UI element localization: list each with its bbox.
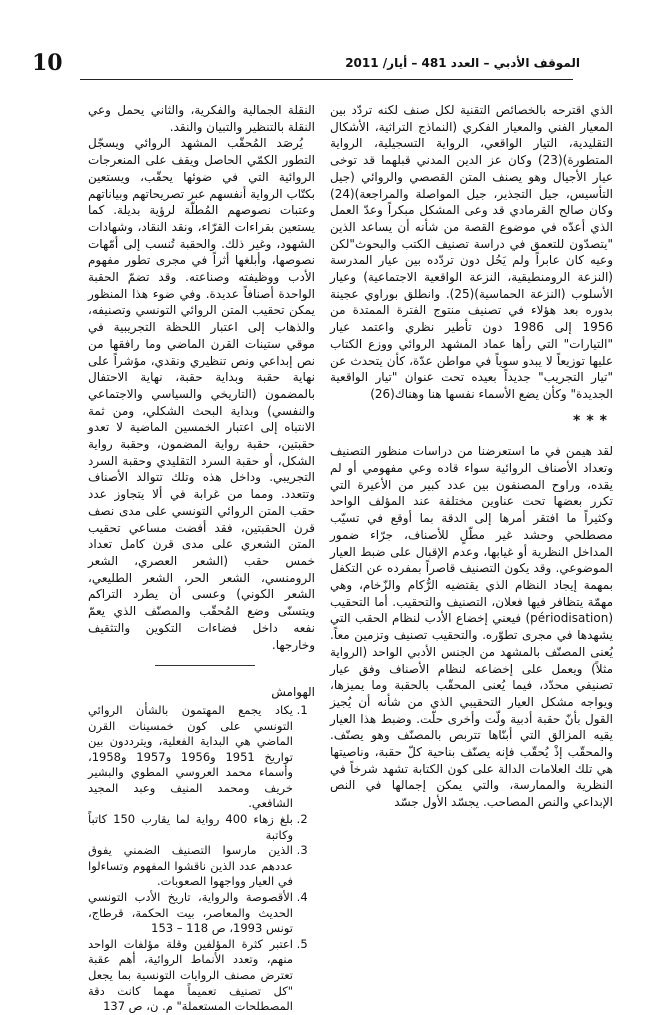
footnotes-list <box>88 703 315 1015</box>
footnote-1: 1. يكاد يجمع المهتمون بالشأن الروائي التونسي على كون خمسينات القرن الماضي هي البداية الفعلية، ويترددون بين تواريخ 1951 و1956 و1957 و1958، وأسماء محمد العروسي المطوي والبشير خريف ومحمد المنيف وعبد المجيد الشافعي. <box>88 703 293 812</box>
left-paragraph-2: يُرصَد المُحقّب المشهد الروائي ويسجّل التطور الكمّي الحاصل ويقف على المنعرجات الروائية التي في ضوئها يحقّب، ويستعين بكتّاب الرواية أنفسهم عبر تصريحاتهم وبياناتهم وعتبات نصوصهم المُطلّة لرؤية بديلة. كما يستعين بقراءات القرّاء، ونقد النقاد، وشهادات الشهود، وغير ذلك. والحقبة تُنسب إلى أمّهات نصوصها، وأبلغها أثراً في مجرى تطور مفهوم الأدب ووظيفته وصناعته. وقد تضمّ الحقبة الواحدة أصنافاً عديدة. وفي ضوء هذا المنظور يمكن تحقيب المتن الروائي التونسي وتصنيفه، والذهاب إلى اعتبار اللحظة التجريبية في موقي ستينات القرن الماضي وما رافقها من نص إبداعي ونص تنظيري ونقدي، مؤشراً على نهاية حقبة وبداية حقبة، نهاية الاحتفال بالمضمون (التاريخي والسياسي والاجتماعي والنفسي) وبداية البحث الشكلي، ومن ثمة الانتباه إلى اعتبار الخمسين الماضية لا تعدو حقبتين، حقبة رواية المضمون، وحقبة رواية الشكل، أو حقبة السرد التقليدي وحقبة السرد التجريبي. وداخل هذه وتلك تتوالد الأصناف وتتعدد. ومما من غرابة في ألا يتجاوز عدد حقب المتن الروائي التونسي على مدى نصف قرن الحقبتين، فقد أفضت مساعي تحقيب المتن الشعري على مدى قرن كامل تعداد خمس حقب (الشعر العصري، الشعر الرومنسي، الشعر الحر، الشعر الطليعي، الشعر الكوني) وعسى أن يطرد التراكم ويتسنّى وضع المُحقّب والمصنّف الذي يعمّ نفعه داخل فضاءات التكوين والتثقيف وخارجها. <box>88 136 315 652</box>
left-column <box>88 102 315 1015</box>
footnote-4: 4. الأقصوصة والرواية، تاريخ الأدب التونسي الحديث والمعاصر، بيت الحكمة، قرطاج، تونس 1993، ص 118 – 153 <box>88 890 293 937</box>
right-paragraph-2: لقد هيمن في ما استعرضنا من دراسات منظور التصنيف وتعداد الأصناف الروائية سواء قاده وعي مفهومي أو لم يقده، وراوح المصنفون بين عدد كبير من الأعيرة التي تكرر بعضها تحت عناوين مختلفة عند المؤلف الواحد وكثيراً ما افتقر أمرها إلى الدقة بما أوقع في تسيّب مصطلحي وحشد غير مطّلٍ للأصناف، جرّاء ضمور المداخل النظرية أو غيابها، وعدم الإقبال على ضبط العيار الموضوعي. وقد يكون التصنيف قاصراً بمفرده عن التكفل بمهمة إيجاد النظام الذي يقتضيه الرُّكام والزّخام، وهي مهمّة يتظافر فيها فعلان، التصنيف والتحقيب. أما التحقيب (périodisation) فيعني إخضاع الأدب لنظام الحقب التي يشهدها في مجرى تطوّره. والتحقيب تصنيف وتزمين معاً. يُعنى المصنّف بالمشهد من الجنس الأدبي الواحد (الرواية مثلاً) ويعمل على إخضاعه لنظام الأصناف وفق عيار تصنيفي محدّد، فيما يُعنى المحقّب بالحقبة وما يميزها، ويواجه مشكل العيار التحقيبي الذي من شأنه أن يُجيز القول بأنّ حقبة أدبية ولّت وأخرى حلّت. وضبط هذا العيار يقيه المزالق التي أبنّاها تتربص بالمصنّف وهو يصنّف. والمحقّب إذْ يُحقّب فإنه يصنّف بناحية كلّ حقبة، وناصيتها هي تلك العلامات الدالة على كون الكتابة تشهد شرخاً في النظرية والممارسة، والتي يمكن إجمالها في النص الإبداعي والنص المصاحب. يجسّد الأول جسّد <box>330 444 613 810</box>
notes-title: الهوامش <box>271 685 315 700</box>
footnote-2: 2. بلغ زهاء 400 رواية لما يقارب 150 كاتباً وكاتبة <box>88 812 293 843</box>
section-separator: *** <box>573 412 613 429</box>
right-paragraph-1: الذي اقترحه بالخصائص التقنية لكل صنف لكنه تردّد بين المعيار الفني والمعيار الفكري (النماذج التراثية، الأشكال التقليدية، التيار الواقعي، الرواية التسجيلية، الرواية المتطورة)(23) وكان عز الدين المدني قبلهما قد توخى عيار الأجيال وهو يصنف المتن القصصي والروائي (جيل التأسيس، جيل التجذير، جيل المواصلة والمراجعة)(24) وكان صالح القرمادي قد وعى المشكل مبكراً وعدّ العمل الذي أعدّه في موضوع القصة من شأنه أن يساعد الذين "يتصدّون للتعمق في دراسة تصنيف الكتب والبحوث"لكن وعيه كان عابراً ولم يَحُل دون تردّده بين عيار المدرسة (النزعة الرومنطيقية، النزعة الواقعية الاجتماعية) وعيار الأسلوب (النزعة الحماسية)(25). وانطلق بوراوي عجينة بدوره بعد هؤلاء في تصنيف منتوج الفترة الممتدة من 1956 إلى 1986 دون تأطير نظري واعتمد عيار "التيارات" التي رأها عماد المشهد الروائي ووزع الكتاب عليها توزيعاً لا يبدو سوياً في مواطن عدّة، كأن يتحدث عن "تيار التجريب" جديداً بعيده تحت عنوان "تيار الواقعية الجديدة" وكأن يضع الأسماء نفسها هنا وهناك(26) <box>330 103 614 401</box>
right-column <box>330 102 613 811</box>
notes-divider <box>155 665 255 666</box>
footnote-3: 3. الذين مارسوا التصنيف الضمني يفوق عددهم عدد الذين ناقشوا المفهوم وتساءلوا في العيار وواجهوا الصعوبات. <box>88 843 293 890</box>
page-number: 10 <box>32 50 63 76</box>
footnote-5: 5. اعتبر كثرة المؤلفين وقلة مؤلفات الواحد منهم، وتعدد الأنماط الروائية، أهم عقبة تعترض مصنف الروايات التونسية بما يجعل "كل تصنيف تعميماً مهما كانت دقة المصطلحات المستعملة" م. ن، ص 137 <box>88 937 293 1015</box>
header-rule <box>80 79 573 80</box>
running-header: الموقف الأدبي – العدد 481 – أيار/ 2011 <box>345 56 580 70</box>
left-paragraph-1: النقلة الجمالية والفكرية، والثاني يحمل وعي النقلة بالتنظير والتبيان والنقد. <box>88 103 315 134</box>
